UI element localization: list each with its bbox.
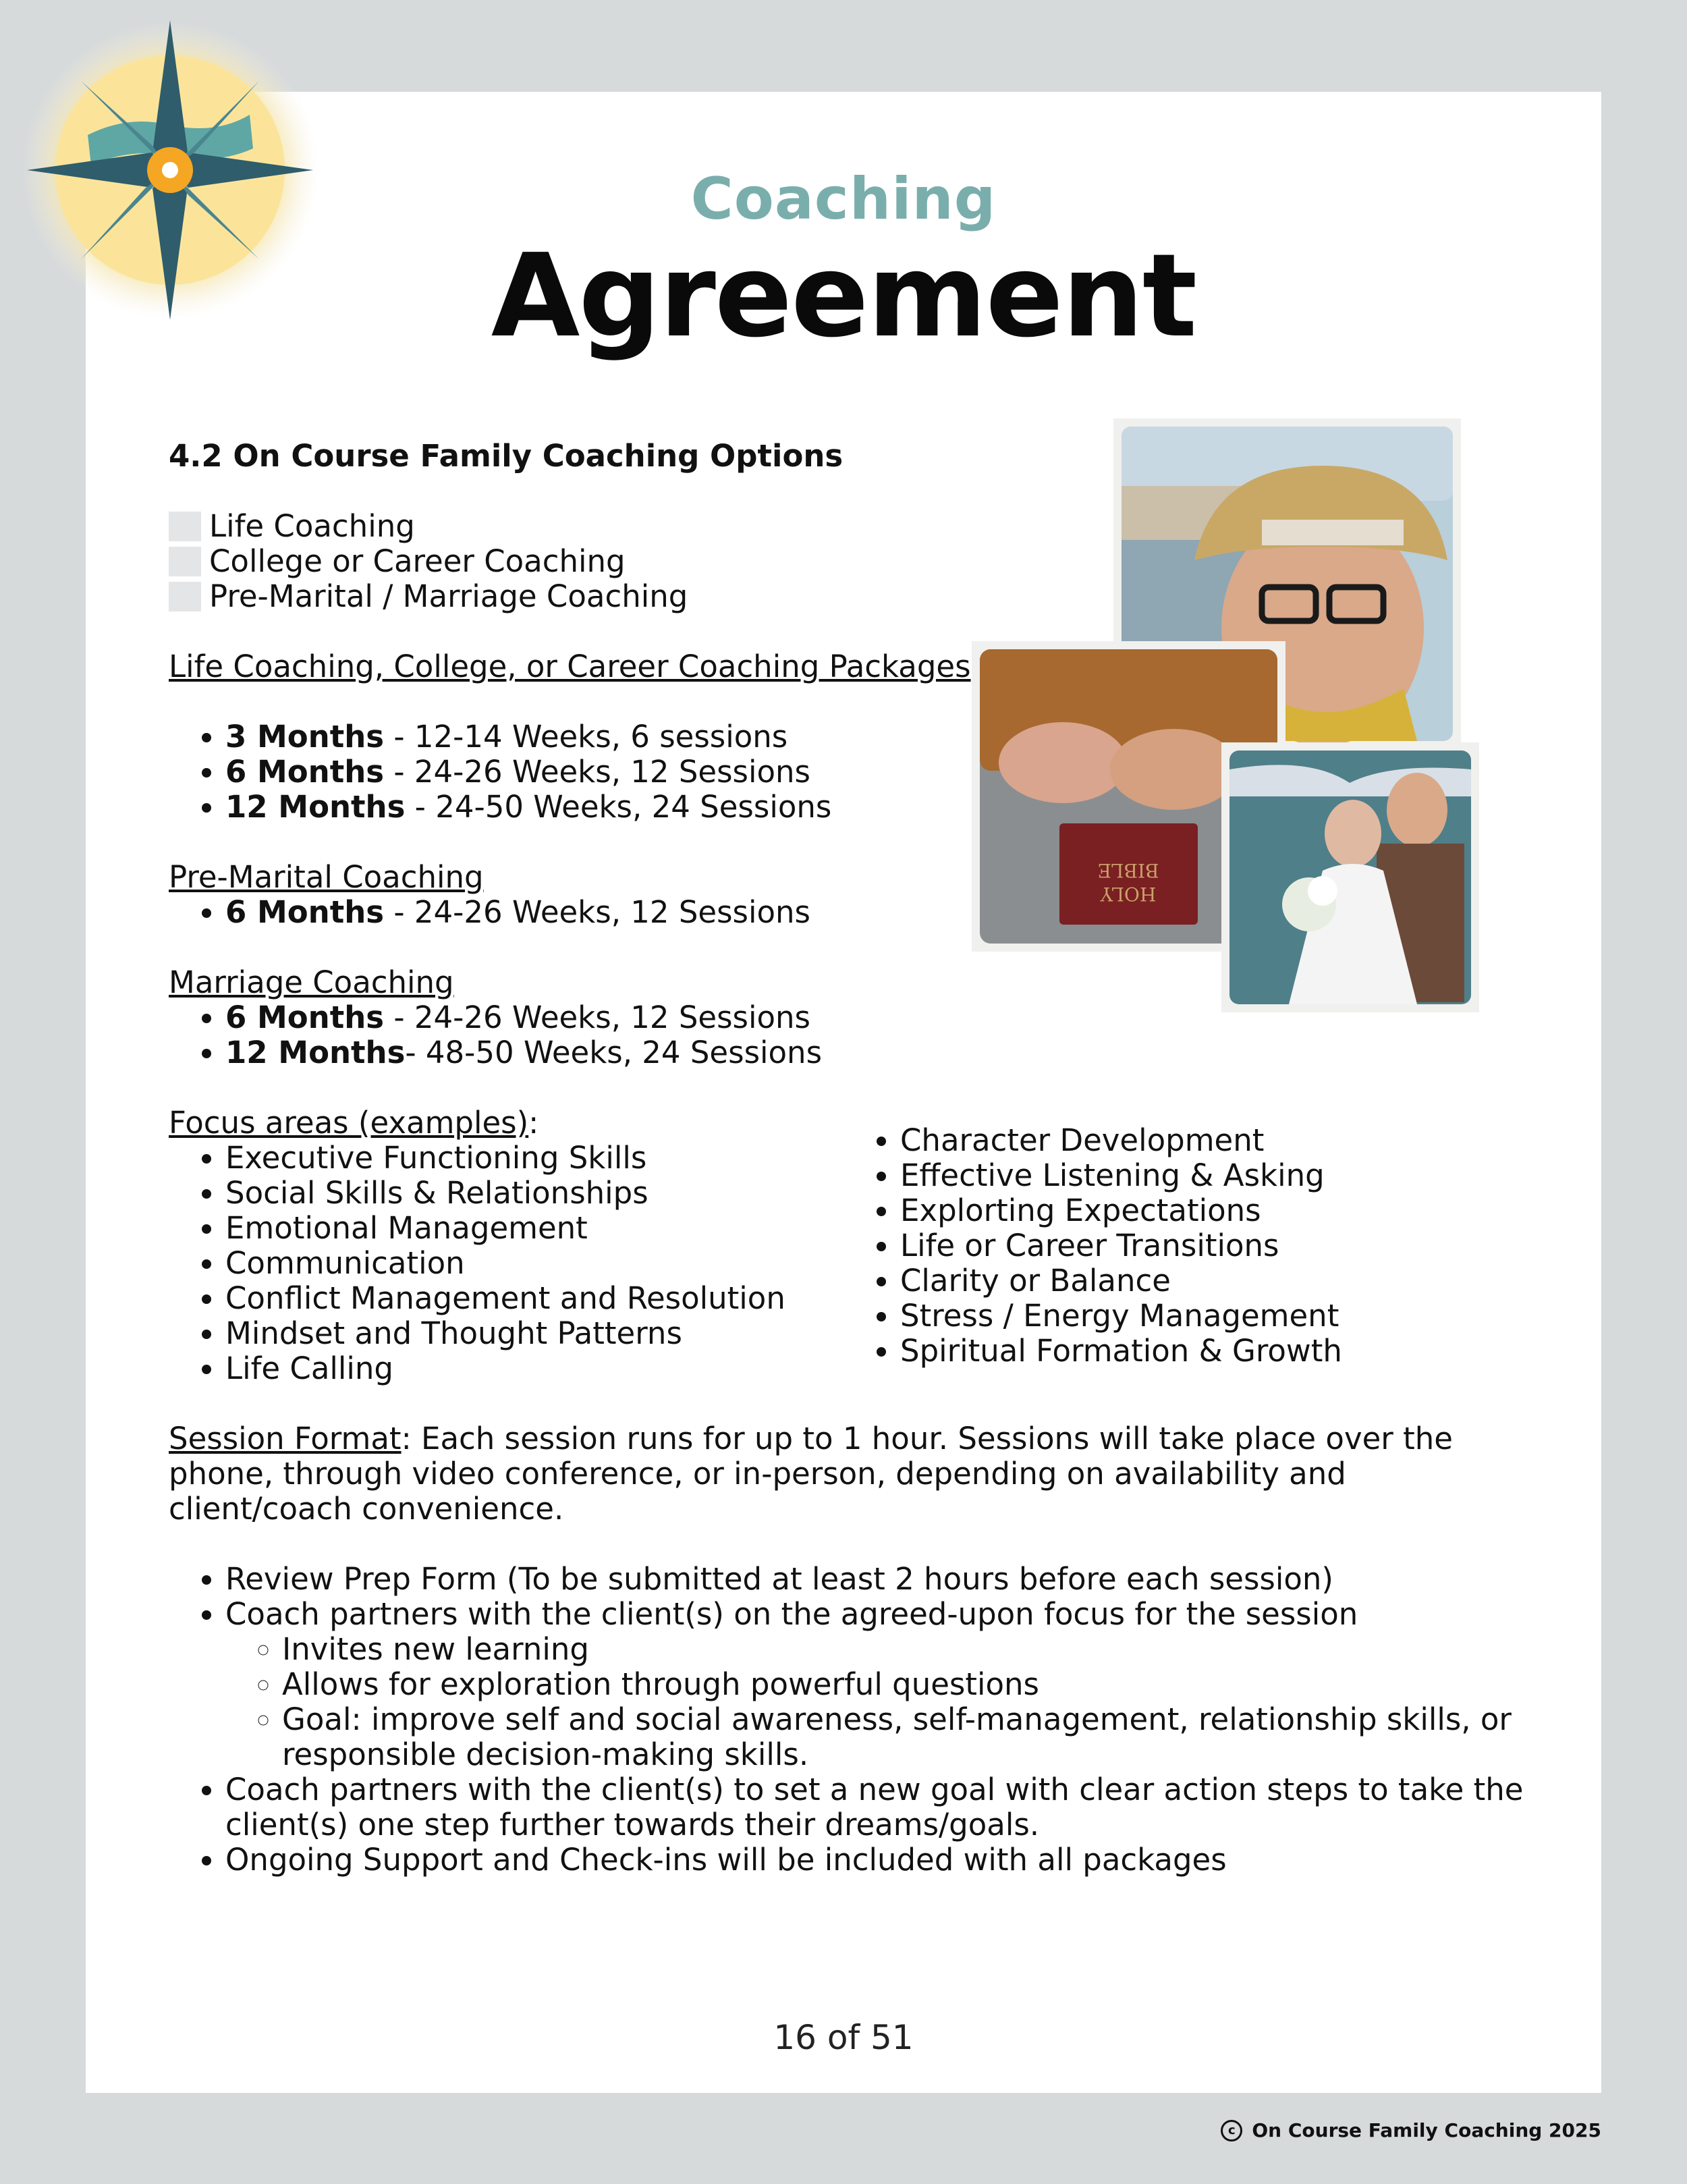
checkbox[interactable] — [169, 512, 201, 541]
marriage-heading: Marriage Coaching — [169, 964, 454, 1000]
session-sub-list — [225, 1632, 1548, 1772]
list-item: • 12 Months - 24-50 Weeks, 24 Sessions — [225, 790, 1518, 825]
list-item: • Conflict Management and Resolution — [225, 1281, 844, 1316]
list-item: • Communication — [225, 1246, 844, 1281]
focus-list-left — [169, 1141, 844, 1386]
life-packages-heading: Life Coaching, College, or Career Coaching Packages — [169, 649, 971, 684]
checkbox[interactable] — [169, 582, 201, 611]
premarital-list — [169, 895, 1518, 930]
option-label: College or Career Coaching — [209, 543, 626, 579]
session-steps-list — [169, 1562, 1548, 1878]
list-item: • Spiritual Formation & Growth — [900, 1334, 1518, 1369]
list-item: ◦ Invites new learning — [282, 1632, 1548, 1667]
list-item: ◦ Goal: improve self and social awareness, self-management, relationship skills, or responsible decision-making skills. — [282, 1702, 1548, 1772]
focus-list-right — [844, 1123, 1518, 1369]
option-label: Pre-Marital / Marriage Coaching — [209, 578, 688, 614]
list-item: • Review Prep Form (To be submitted at least 2 hours before each session) — [225, 1562, 1548, 1597]
list-item: • Stress / Energy Management — [900, 1299, 1518, 1334]
bible-text-holy: HOLY — [1100, 883, 1157, 905]
session-format-paragraph: Session Format: Each session runs for up to 1 hour. Sessions will take place over the phone, through video conference, or in-person, depending on availability and client/coach convenience. — [169, 1421, 1453, 1527]
checkbox[interactable] — [169, 547, 201, 576]
bible-text-bible: BIBLE — [1097, 859, 1159, 881]
list-item: • 12 Months- 48-50 Weeks, 24 Sessions — [225, 1035, 1518, 1070]
focus-heading: Focus areas (examples): — [169, 1105, 539, 1141]
list-item: • Clarity or Balance — [900, 1263, 1518, 1299]
title-coaching: Coaching — [690, 165, 997, 233]
list-item: • Coach partners with the client(s) to set a new goal with clear action steps to take the client(s) one step further towards their dreams/goals. — [225, 1772, 1548, 1842]
life-packages-list — [169, 719, 1518, 825]
list-item: • 3 Months - 12-14 Weeks, 6 sessions — [225, 719, 1518, 755]
list-item: • Coach partners with the client(s) on the agreed-upon focus for the session ◦ Invites new learning ◦ Allows for exploration through powerful questions ◦ Goal: improve self and social awareness, self-management, relationship skills, or responsible decision-making skills. — [225, 1597, 1548, 1772]
option-row-life[interactable] — [169, 509, 1518, 544]
options-checklist — [169, 509, 1518, 614]
list-item: ◦ Allows for exploration through powerful questions — [282, 1667, 1548, 1702]
copyright-text: On Course Family Coaching 2025 — [1252, 2119, 1601, 2141]
focus-areas — [169, 1105, 1518, 1386]
copyright-icon: c — [1221, 2120, 1242, 2141]
list-item: • 6 Months - 24-26 Weeks, 12 Sessions — [225, 895, 1518, 930]
list-item: • Mindset and Thought Patterns — [225, 1316, 844, 1351]
list-item: • 6 Months - 24-26 Weeks, 12 Sessions — [225, 755, 1518, 790]
list-item: • Emotional Management — [225, 1211, 844, 1246]
list-item: • Social Skills & Relationships — [225, 1176, 844, 1211]
list-item: • Character Development — [900, 1123, 1518, 1158]
list-item: • Life or Career Transitions — [900, 1228, 1518, 1263]
option-row-marriage[interactable] — [169, 579, 1518, 614]
premarital-heading: Pre-Marital Coaching — [169, 859, 484, 895]
marriage-list — [169, 1000, 1518, 1070]
option-row-college-career[interactable] — [169, 544, 1518, 579]
list-item: • Life Calling — [225, 1351, 844, 1386]
list-item: • 6 Months - 24-26 Weeks, 12 Sessions — [225, 1000, 1518, 1035]
main-content — [169, 438, 1524, 1878]
list-item: • Effective Listening & Asking — [900, 1158, 1518, 1193]
list-item: • Ongoing Support and Check-ins will be included with all packages — [225, 1842, 1548, 1878]
list-item: • Explorting Expectations — [900, 1193, 1518, 1228]
options-heading: 4.2 On Course Family Coaching Options — [169, 438, 844, 474]
list-item: • Executive Functioning Skills — [225, 1141, 844, 1176]
copyright-footer — [1221, 2119, 1601, 2141]
page-number: 16 of 51 — [773, 2018, 914, 2057]
option-label: Life Coaching — [209, 508, 415, 544]
title-agreement: Agreement — [491, 229, 1196, 363]
